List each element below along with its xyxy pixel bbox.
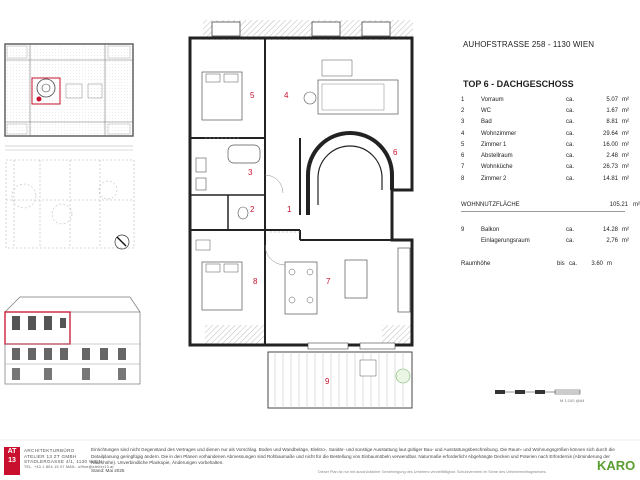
karo-logo: KARO [597,458,636,473]
approx-label: ca. [566,175,575,182]
room-area: 2.48 [606,153,618,160]
area-unit: m² [622,175,629,182]
architect-line: TEL. +43 1 804 15 07 MAIL: office@atelier13.at [24,464,114,469]
architect-line: ATELIER 13 ZT GMBH [24,453,77,459]
site-plan [6,160,134,248]
plan-label-1: 1 [287,205,292,214]
architect-logo: AT 13 [4,447,20,475]
table-row [461,235,632,246]
approx-label: ca. [566,130,575,137]
table-row [461,162,632,173]
room-height-label: Raumhöhe [461,261,491,267]
room-area: 1.67 [606,107,618,114]
total-living-area [461,202,640,212]
table-row [461,117,632,128]
total-label: WOHNNUTZFLÄCHE [461,202,520,208]
plan-label-4: 4 [284,91,289,100]
approx-label: ca. [566,237,575,244]
area-unit: m² [622,130,629,137]
room-number: 3 [461,119,465,126]
plan-label-7: 7 [326,277,331,286]
room-area: 14.28 [602,226,618,233]
room-height-unit: m [607,261,612,267]
approx-label: ca. [569,261,578,267]
approx-label: ca. [566,119,575,126]
scale-bar [495,390,580,394]
room-height-value: 3.60 [591,261,603,267]
area-unit: m² [622,96,629,103]
approx-label: ca. [566,226,575,233]
room-number: 1 [461,96,465,103]
area-unit: m² [622,107,629,114]
approx-label: ca. [566,141,575,148]
area-unit: m² [622,119,629,126]
plan-label-3: 3 [248,168,253,177]
plan-label-9: 9 [325,377,330,386]
room-name: WC [481,107,491,114]
room-height [461,261,617,267]
approx-label: ca. [566,107,575,114]
room-name: Zimmer 1 [481,141,507,148]
scale-caption: M 1:100 @A4 [560,398,585,403]
architect-line: ARCHITEKTURBÜRO [24,448,75,453]
room-name: Einlagerungsraum [481,237,530,244]
room-number: 6 [461,153,465,160]
floor-plan [190,20,413,408]
room-area: 16.00 [602,141,618,148]
plan-label-2: 2 [250,205,255,214]
room-number: 9 [461,226,465,233]
room-number: 7 [461,164,465,171]
room-name: Balkon [481,226,500,233]
architect-line: STADLERGASSE 4/1, 1130 WIEN [24,459,103,465]
approx-label: ca. [566,96,575,103]
room-number [461,235,481,246]
table-row [461,150,632,161]
room-area: 14.81 [602,175,618,182]
area-unit: m² [622,226,629,233]
table-row [461,173,632,184]
area-unit: m² [622,164,629,171]
room-name: Wohnzimmer [481,130,517,137]
room-area: 26.73 [602,164,618,171]
area-unit: m² [622,141,629,148]
area-unit: m² [622,153,629,160]
area-unit: m² [622,237,629,244]
room-area: 2,76 [606,237,618,244]
room-height-prefix: bis [557,261,565,267]
total-unit: m² [633,202,640,208]
room-area-table [461,94,632,184]
plan-label-6: 6 [393,148,398,157]
building-overview-plan [5,44,133,150]
building-elevation [5,297,140,384]
approx-label: ca. [566,164,575,171]
table-row [461,224,632,235]
table-row [461,105,632,116]
approx-label: ca. [566,153,575,160]
room-number: 8 [461,175,465,182]
room-number: 2 [461,107,465,114]
room-name: Zimmer 2 [481,175,507,182]
room-area: 29.64 [602,130,618,137]
north-arrow-icon [115,235,129,249]
table-row [461,139,632,150]
room-number: 5 [461,141,465,148]
room-area: 5.07 [606,96,618,103]
unit-title: TOP 6 - DACHGESCHOSS [463,79,574,89]
table-row [461,128,632,139]
room-name: Vorraum [481,96,504,103]
room-name: Bad [481,119,492,126]
address-header: AUHOFSTRASSE 258 - 1130 WIEN [463,40,595,49]
room-name: Wohnküche [481,164,513,171]
plan-date: Stand: Mai 2025 [91,468,125,473]
plan-label-5: 5 [250,91,255,100]
extra-area-table [461,224,632,247]
room-name: Abstellraum [481,153,513,160]
plan-label-8: 8 [253,277,258,286]
disclaimer-text: Einrichtungen sind nicht Gegenstand des Vertrages und dienen nur als Vorschlag. Boden und Wandbeläge, Elektro-, Sanitär- und sonstige Ausstattung laut gültiger Bau- und Ausstattungsbeschreibung. Die Raum- und Wohnungsgrößen können sich durch die Detailplanung geringfügig ändern. Die in den Plänen vorhandenen Abmessungen sind Rohbaumaße und nicht für die Bestellung von Einbaumöbeln verwendbar. Naturmaße erforderlich! Abgehängte Decken und Poterien nach Erfordernis (Abminderung der Raumhöhe). Unverbindliche Plankopie, Änderungen vorbehalten. [91,447,615,465]
total-value: 105.21 [609,202,628,208]
room-area: 8.81 [606,119,618,126]
table-row [461,94,632,105]
room-number: 4 [461,130,465,137]
copyright-note: Dieser Plan ist nur mit ausdrücklicher Genehmigung des Urhebers vervielfältigbar. Schutzvermerk im Sinne des Urheberrechtsgesetzes. [318,470,547,474]
